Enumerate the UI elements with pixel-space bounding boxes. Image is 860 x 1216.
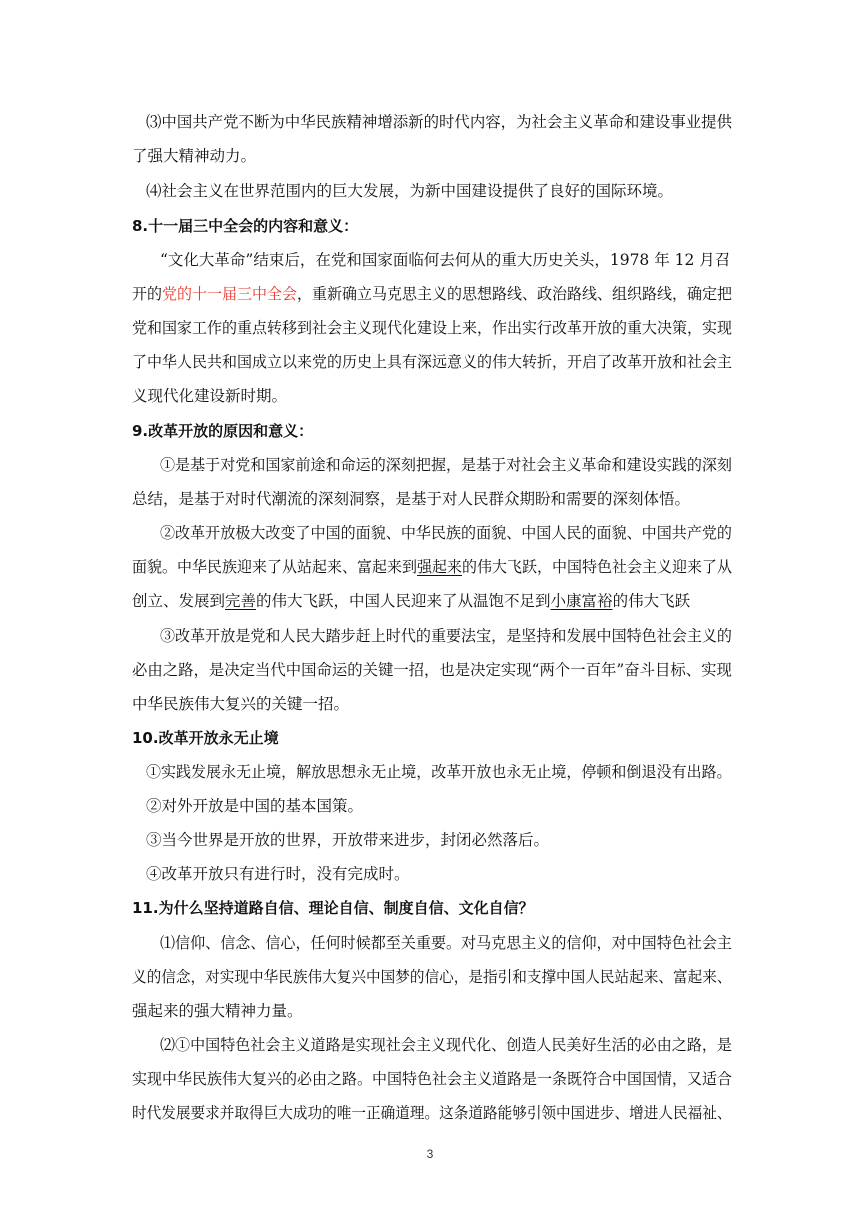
paragraph-line: 中华民族伟大复兴的关键一招。 <box>132 695 350 713</box>
section-heading-10: 10.改革开放永无止境 <box>132 729 279 747</box>
paragraph-line: 强起来的强大精神力量。 <box>132 1002 303 1020</box>
paragraph-line <box>132 591 690 611</box>
paragraph-line: 义的信念，对实现中华民族伟大复兴中国梦的信心，是指引和支撑中国人民站起来、富起来、 <box>132 968 732 986</box>
underlined-term: 强起来 <box>417 558 463 576</box>
paragraph-line: 义现代化建设新时期。 <box>132 387 288 405</box>
underlined-term: 完善 <box>225 592 257 610</box>
text-span: 的伟大飞跃 <box>612 592 691 610</box>
paragraph-line <box>132 557 732 577</box>
text-span: 面貌。中华民族迎来了从站起来、富起来到 <box>132 558 418 576</box>
text-span: 的伟大飞跃，中国人民迎来了从温饱不足到 <box>256 592 551 610</box>
paragraph-line: ③当今世界是开放的世界，开放带来进步，封闭必然落后。 <box>146 831 550 849</box>
paragraph-line <box>132 284 732 304</box>
paragraph-line: ⑶中国共产党不断为中华民族精神增添新的时代内容，为社会主义革命和建设事业提供 <box>146 113 733 131</box>
text-span: ，重新确立马克思主义的思想路线、政治路线、组织路线，确定把 <box>297 285 733 303</box>
paragraph-line: ⑷社会主义在世界范围内的巨大发展，为新中国建设提供了良好的国际环境。 <box>146 182 674 200</box>
paragraph-line: ①实践发展永无止境，解放思想永无止境，改革开放也永无止境，停顿和倒退没有出路。 <box>146 763 732 781</box>
paragraph-line: ⑴信仰、信念、信心，任何时候都至关重要。对马克思主义的信仰，对中国特色社会主 <box>160 934 732 952</box>
section-heading-9: 9.改革开放的原因和意义： <box>132 422 314 440</box>
paragraph-line: 了中华人民共和国成立以来党的历史上具有深远意义的伟大转折，开启了改革开放和社会主 <box>132 353 732 371</box>
paragraph-line: ③改革开放是党和人民大踏步赶上时代的重要法宝，是坚持和发展中国特色社会主义的 <box>160 627 732 645</box>
underlined-term: 小康富裕 <box>550 592 613 610</box>
text-span: 的伟大飞跃，中国特色社会主义迎来了从 <box>462 558 733 576</box>
paragraph-line: 必由之路，是决定当代中国命运的关键一招，也是决定实现“两个一百年”奋斗目标、实现 <box>132 661 732 679</box>
text-span: 开的 <box>132 285 163 303</box>
paragraph-line: “文化大革命”结束后，在党和国家面临何去何从的重大历史关头，1978 年 12 月召 <box>160 251 731 269</box>
paragraph-line: 了强大精神动力。 <box>132 147 257 165</box>
paragraph-line: 总结，是基于对时代潮流的深刻洞察，是基于对人民群众期盼和需要的深刻体悟。 <box>132 490 691 508</box>
paragraph-line: ②对外开放是中国的基本国策。 <box>146 797 364 815</box>
paragraph-line: ①是基于对党和国家前途和命运的深刻把握，是基于对社会主义革命和建设实践的深刻 <box>160 456 732 474</box>
page-number: 3 <box>426 1147 434 1161</box>
paragraph-line: ②改革开放极大改变了中国的面貌、中华民族的面貌、中国人民的面貌、中国共产党的 <box>160 524 732 542</box>
paragraph-line: 党和国家工作的重点转移到社会主义现代化建设上来，作出实行改革开放的重大决策，实现 <box>132 319 732 337</box>
paragraph-line: 实现中华民族伟大复兴的必由之路。中国特色社会主义道路是一条既符合中国国情，又适合 <box>132 1070 732 1088</box>
highlighted-term: 党的十一届三中全会 <box>162 285 298 303</box>
paragraph-line: 时代发展要求并取得巨大成功的唯一正确道理。这条道路能够引领中国进步、增进人民福祉、 <box>132 1104 732 1122</box>
section-heading-8: 8.十一届三中全会的内容和意义： <box>132 217 359 235</box>
text-span: 创立、发展到 <box>132 592 226 610</box>
paragraph-line: ④改革开放只有进行时，没有完成时。 <box>146 865 410 883</box>
section-heading-11: 11.为什么坚持道路自信、理论自信、制度自信、文化自信？ <box>132 899 534 917</box>
paragraph-line: ⑵①中国特色社会主义道路是实现社会主义现代化、创造人民美好生活的必由之路，是 <box>160 1036 732 1054</box>
